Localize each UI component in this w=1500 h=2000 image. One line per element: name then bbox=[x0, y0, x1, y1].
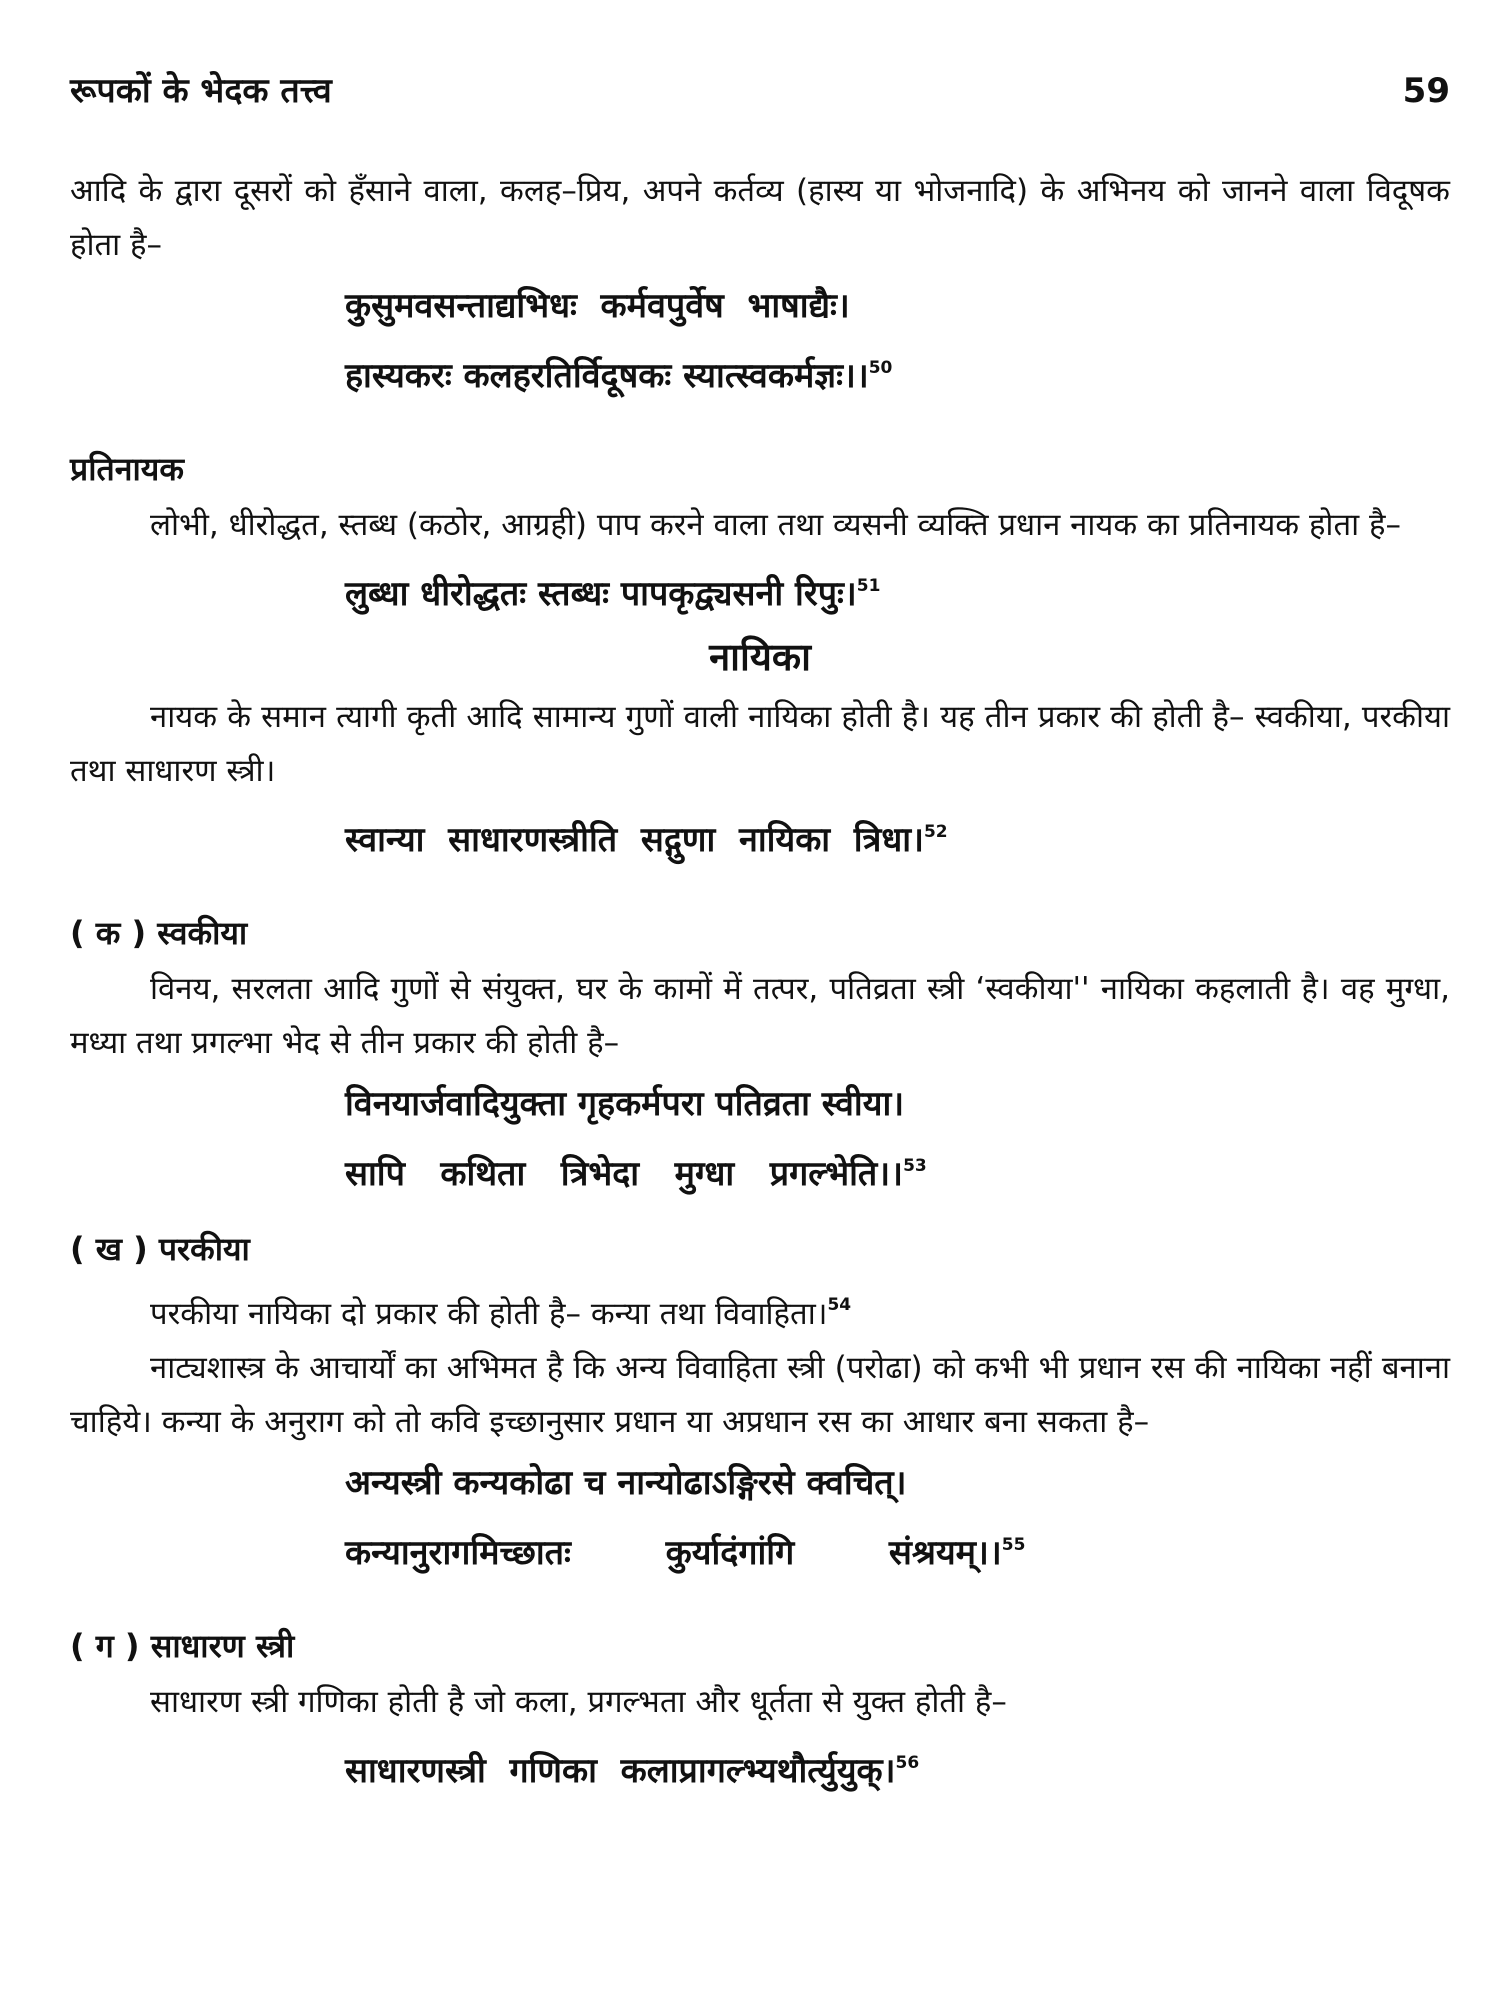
footnote-ref: 53 bbox=[903, 1156, 927, 1176]
parakiya-verse-line-2 bbox=[345, 1517, 1450, 1581]
footnote-ref: 55 bbox=[1001, 1535, 1026, 1555]
section-heading-nayika: नायिका bbox=[709, 635, 811, 679]
vidushak-paragraph: आदि के द्वारा दूसरों को हँसाने वाला, कलह–प्रिय, अपने कर्तव्य (हास्य या भोजनादि) के अभिनय को जानने वाला विदूषक होता है– bbox=[70, 173, 1450, 263]
section-heading-parakiya: ( ख ) परकीया bbox=[70, 1230, 250, 1268]
sadharan-verse-line-1 bbox=[345, 1735, 1450, 1799]
parakiya-paragraph-1 bbox=[70, 1278, 1450, 1341]
footnote-ref: 52 bbox=[923, 822, 948, 842]
parakiya-verse-line-1: अन्यस्त्री कन्यकोढा च नान्योढाऽङ्गिरसे क्वचित्। bbox=[345, 1463, 907, 1503]
parakiya-paragraph-2: नाट्यशास्त्र के आचार्यों का अभिमत है कि अन्य विवाहिता स्त्री (परोढा) को कभी भी प्रधान रस की नायिका नहीं बनाना चाहिये। कन्या के अनुराग को तो कवि इच्छानुसार प्रधान या अप्रधान रस का आधार बना सकता है– bbox=[70, 1350, 1450, 1440]
footnote-ref: 50 bbox=[868, 358, 893, 378]
footnote-ref: 54 bbox=[827, 1295, 852, 1315]
verse-text: सापि कथिता त्रिभेदा मुग्धा प्रगल्भेति।। bbox=[345, 1154, 904, 1194]
section-heading-swakiya: ( क ) स्वकीया bbox=[70, 914, 248, 952]
swakiya-verse-line-1: विनयार्जवादियुक्ता गृहकर्मपरा पतिव्रता स्वीया। bbox=[345, 1084, 905, 1124]
pratinayak-paragraph: लोभी, धीरोद्धत, स्तब्ध (कठोर, आग्रही) पाप करने वाला तथा व्यसनी व्यक्ति प्रधान नायक का प्रतिनायक होता है– bbox=[150, 507, 1401, 543]
section-heading-pratinayak: प्रतिनायक bbox=[70, 450, 184, 488]
vidushak-verse-line-1: कुसुमवसन्ताद्यभिधः कर्मवपुर्वेष भाषाद्यैः। bbox=[345, 286, 850, 326]
verse-text: हास्यकरः कलहरतिर्विदूषकः स्यात्स्वकर्मज्ञः।। bbox=[345, 356, 869, 396]
verse-text: कन्यानुरागमिच्छातः कुर्यादंगांगि संश्रयम्।। bbox=[345, 1533, 1002, 1573]
swakiya-paragraph: विनय, सरलता आदि गुणों से संयुक्त, घर के कामों में तत्पर, पतिव्रता स्त्री ‘स्वकीया'' नायिका कहलाती है। वह मुग्धा, मध्या तथा प्रगल्भा भेद से तीन प्रकार की होती है– bbox=[70, 971, 1450, 1061]
page-number: 59 bbox=[1402, 71, 1450, 111]
verse-text: स्वान्या साधारणस्त्रीति सद्गुणा नायिका त्रिधा। bbox=[345, 820, 924, 860]
swakiya-verse-line-2 bbox=[345, 1138, 1450, 1202]
sadharan-paragraph: साधारण स्त्री गणिका होती है जो कला, प्रगल्भता और धूर्तता से युक्त होती है– bbox=[150, 1684, 1007, 1720]
running-header bbox=[70, 66, 1450, 112]
verse-text: साधारणस्त्री गणिका कलाप्रागल्भ्यथौर्त्युयुक्। bbox=[345, 1751, 896, 1791]
paragraph-text: परकीया नायिका दो प्रकार की होती है– कन्या तथा विवाहिता। bbox=[150, 1296, 828, 1332]
verse-text: लुब्धा धीरोद्धतः स्तब्धः पापकृद्व्यसनी रिपुः। bbox=[345, 574, 857, 614]
footnote-ref: 56 bbox=[895, 1753, 920, 1773]
pratinayak-verse-line-1 bbox=[345, 558, 1450, 622]
nayika-paragraph: नायक के समान त्यागी कृती आदि सामान्य गुणों वाली नायिका होती है। यह तीन प्रकार की होती है– स्वकीया, परकीया तथा साधारण स्त्री। bbox=[70, 699, 1450, 789]
footnote-ref: 51 bbox=[856, 576, 881, 596]
section-heading-sadharan: ( ग ) साधारण स्त्री bbox=[70, 1627, 295, 1665]
nayika-verse-line-1 bbox=[345, 804, 1450, 868]
vidushak-verse-line-2 bbox=[345, 340, 1450, 404]
running-title: रूपकों के भेदक तत्त्व bbox=[70, 71, 332, 111]
